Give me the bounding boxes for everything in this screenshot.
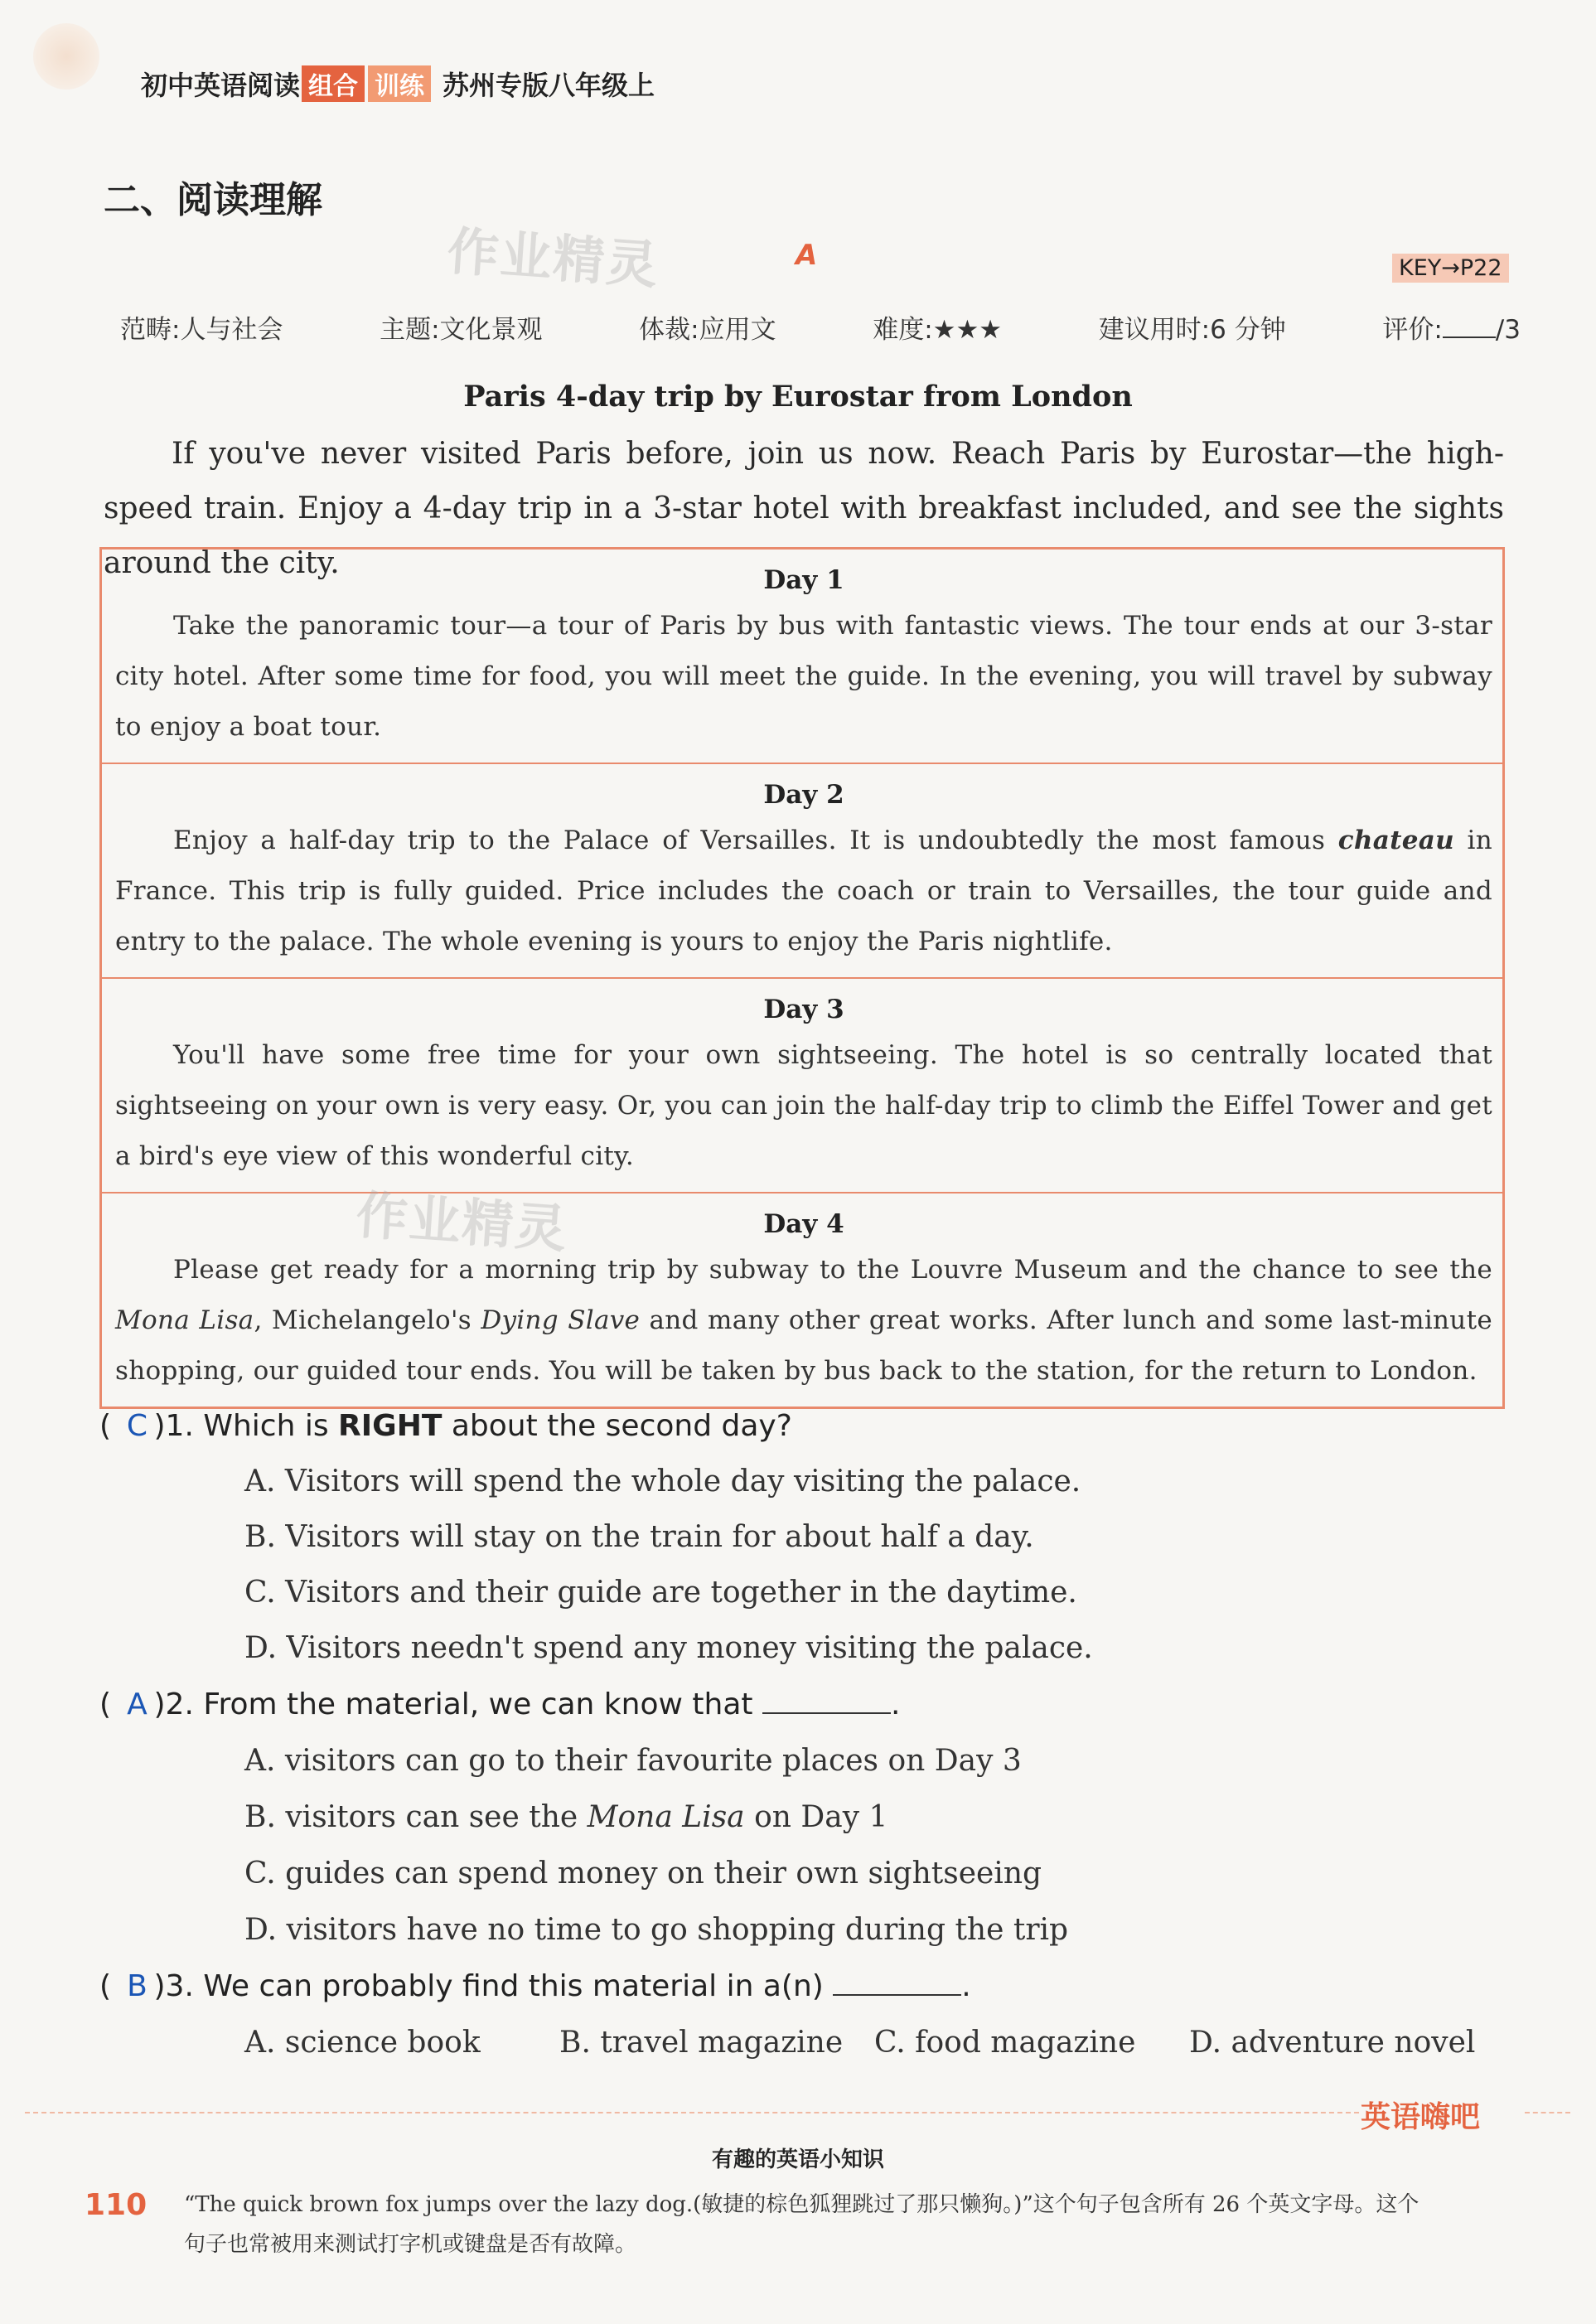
day-title: Day 1 — [763, 565, 844, 595]
day-title: Day 3 — [763, 995, 844, 1024]
series-logo — [33, 23, 99, 90]
option: A. Visitors will spend the whole day visiting the palace. — [244, 1465, 1081, 1498]
day-text: You'll have some free time for your own sightseeing. The hotel is so centrally located that sightseeing on your own is very easy. Or, you can join the half-day trip to climb the Eiffel Tower and get a bird's eye view of this wonderful city. — [115, 1040, 1492, 1171]
rating-blank[interactable] — [1443, 336, 1496, 338]
trip-schedule-table — [99, 547, 1505, 1409]
passage-letter: A — [796, 239, 818, 272]
day-2-row — [102, 764, 1502, 979]
option: B. visitors can see the Mona Lisa on Day 1 — [244, 1800, 888, 1834]
answer-mark[interactable]: B — [127, 1969, 148, 2003]
series-suffix: 苏州专版八年级上 — [443, 70, 655, 101]
option: D. visitors have no time to go shopping during the trip — [244, 1913, 1069, 1947]
meta-genre: 体裁:应用文 — [639, 315, 776, 345]
meta-category: 范畴:人与社会 — [120, 315, 283, 345]
day-4-row — [102, 1193, 1502, 1407]
question-2: ( A )2. From the material, we can know that . — [99, 1687, 901, 1721]
day-text: Take the panoramic tour—a tour of Paris by bus with fantastic views. The tour ends at our 3-star city hotel. After some time for food, you will meet the guide. In the evening, you will travel by subway to enjoy a boat tour. — [115, 611, 1492, 742]
answer-blank[interactable] — [833, 1994, 961, 1996]
option: D. adventure novel — [1189, 2026, 1476, 2060]
day-3-row — [102, 979, 1502, 1193]
question-1: ( C )1. Which is RIGHT about the second day? — [99, 1409, 792, 1443]
section-title: 二、阅读理解 — [104, 179, 322, 221]
passage-intro: If you've never visited Paris before, join us now. Reach Paris by Eurostar—the high-speed train. Enjoy a 4-day trip in a 3-star hotel with breakfast included, and see the sights around the city. — [104, 437, 1504, 580]
tips-text: “The quick brown fox jumps over the lazy dog.(敏捷的棕色狐狸跳过了那只懒狗。)”这个句子包含所有 26 个英文字母。这个句子也常被用来测试打字机或键盘是否有故障。 — [184, 2192, 1419, 2257]
day-1-row — [102, 550, 1502, 764]
day-text: Enjoy a half-day trip to the Palace of Versailles. It is undoubtedly the most famous chateau in France. This trip is fully guided. Price includes the coach or train to Versailles, the tour guide and entry to the palace. The whole evening is yours to enjoy the Paris nightlife. — [115, 826, 1493, 956]
option: C. food magazine — [874, 2026, 1136, 2060]
watermark: 作业精灵 — [354, 1184, 570, 1260]
series-tag-training: 训练 — [368, 65, 431, 102]
option: A. visitors can go to their favourite places on Day 3 — [244, 1744, 1022, 1778]
answer-mark[interactable]: A — [127, 1687, 148, 1721]
tips-title: 有趣的英语小知识 — [711, 2147, 884, 2172]
footer-brand: 英语嗨吧 — [1361, 2100, 1481, 2134]
option: B. Visitors will stay on the train for about half a day. — [244, 1520, 1034, 1554]
day-title: Day 4 — [763, 1209, 844, 1239]
day-title: Day 2 — [763, 780, 844, 810]
option: B. travel magazine — [559, 2026, 844, 2060]
series-tag-combo: 组合 — [302, 65, 365, 102]
footer-divider — [25, 2112, 1359, 2113]
page-number: 110 — [85, 2188, 148, 2222]
question-3: ( B )3. We can probably find this material in a(n) . — [99, 1969, 971, 2003]
answer-mark[interactable]: C — [126, 1409, 148, 1443]
meta-difficulty: 难度:★★★ — [873, 315, 1003, 345]
meta-theme: 主题:文化景观 — [380, 315, 543, 345]
day-text: Please get ready for a morning trip by subway to the Louvre Museum and the chance to see the Mona Lisa, Michelangelo's Dying Slave and many other great works. After lunch and some last-minute shopping, our guided tour ends. You will be taken by bus back to the station, for the return to London. — [115, 1255, 1492, 1386]
series-title — [141, 65, 655, 103]
meta-time: 建议用时:6 分钟 — [1098, 315, 1286, 345]
passage-meta-row — [120, 308, 1521, 346]
footer-divider — [1525, 2112, 1570, 2113]
emphasized-word: chateau — [1337, 826, 1454, 855]
passage-title: Paris 4-day trip by Eurostar from London — [463, 380, 1133, 414]
watermark: 作业精灵 — [445, 220, 661, 296]
option: D. Visitors needn't spend any money visiting the palace. — [244, 1631, 1093, 1665]
series-prefix: 初中英语阅读 — [141, 70, 301, 101]
meta-rating: 评价: /3 — [1382, 315, 1521, 345]
option: C. guides can spend money on their own sightseeing — [244, 1857, 1042, 1891]
option: C. Visitors and their guide are together in the daytime. — [244, 1576, 1077, 1610]
option: A. science book — [244, 2026, 481, 2060]
answer-key-reference: KEY→P22 — [1392, 254, 1509, 283]
answer-blank[interactable] — [762, 1712, 891, 1714]
